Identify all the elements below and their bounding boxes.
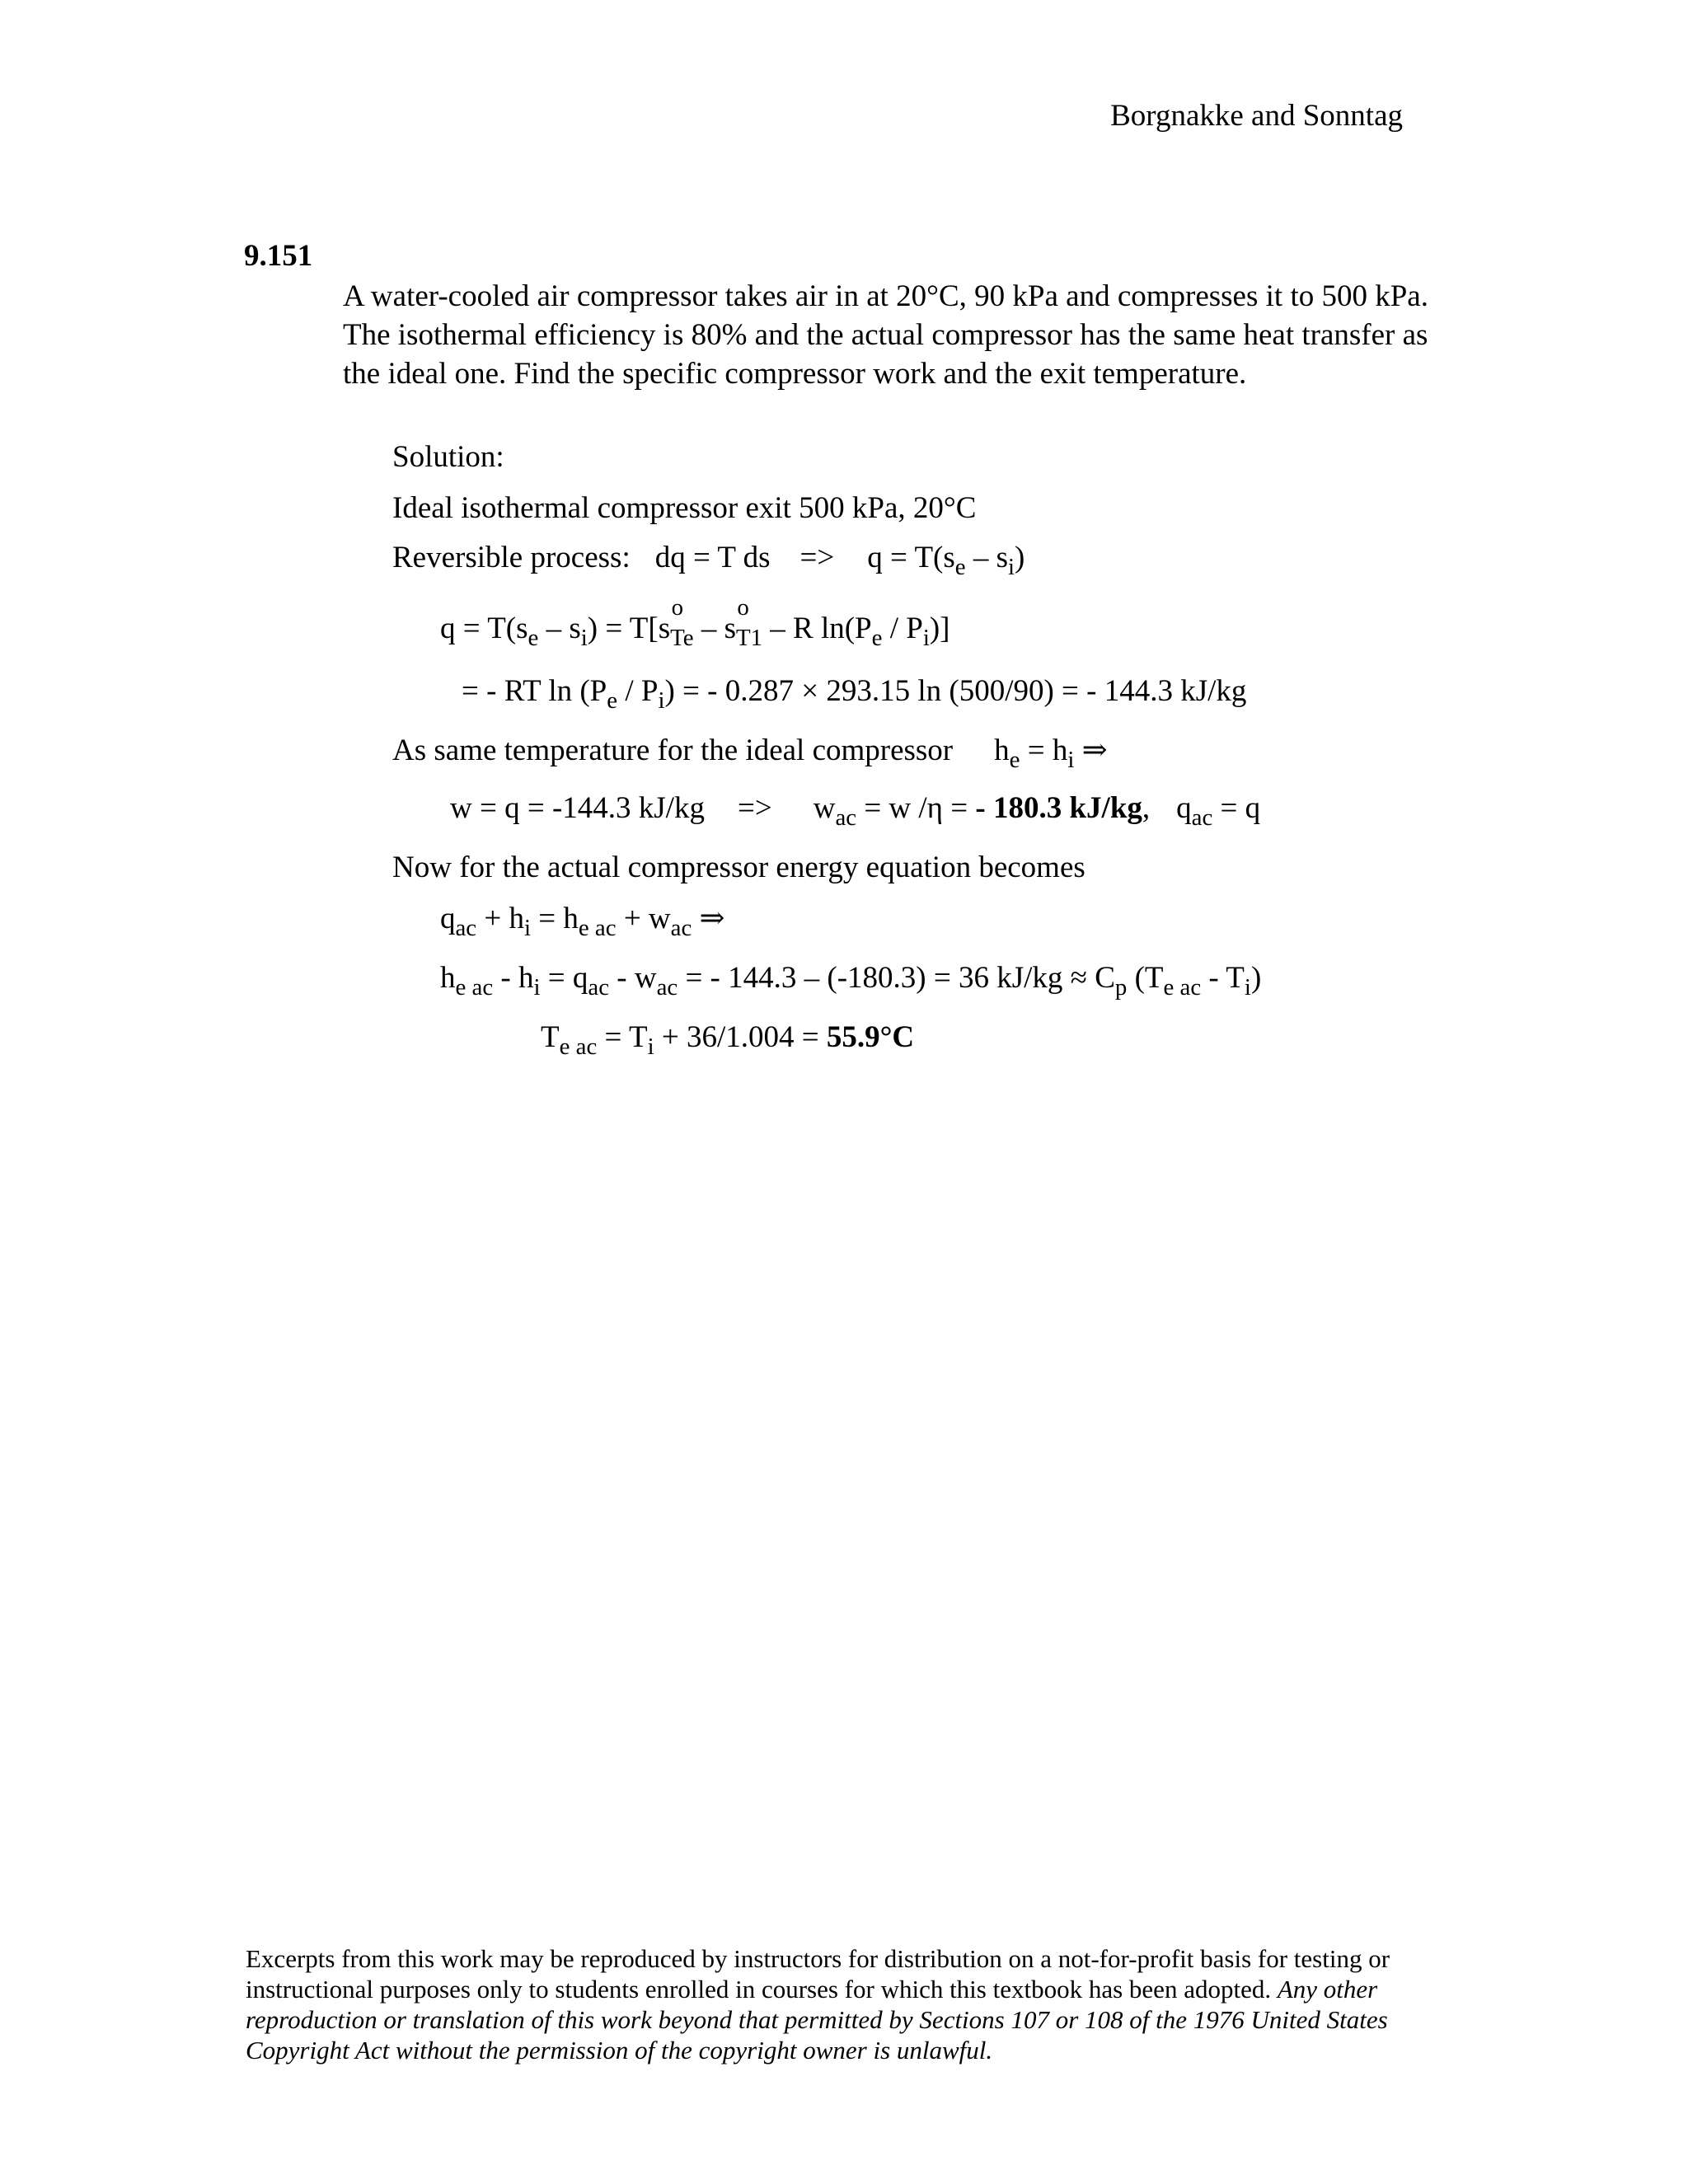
ideal-exit-line: Ideal isothermal compressor exit 500 kPa, 20°C: [392, 491, 977, 525]
rt-ln-equation: = - RT $\ln (P_e / P_i)$ = - 0.287 × 293.15 ln (500/90) = - 144.3 kJ/kg: [462, 674, 1247, 715]
problem-number: 9.151: [244, 239, 313, 273]
problem-statement: A water-cooled air compressor takes air in at 20°C, 90 kPa and compresses it to 500 kPa. The isothermal efficiency is 80% and the actual compressor has the same heat transfer as the ideal one. Find the specific compressor work and the exit temperature.: [343, 279, 1428, 391]
footer-italic-text: Any other reproduction or translation of this work beyond that permitted by Sections 107 or 108 of the 1976 United States Copyright Act without the permission of the copyright owner is unlawful.: [246, 1975, 1388, 2064]
entropy-heat-equation: $q = T(s_e - s_i) = T[s$ o $_{Te}$ – s o $_{T1}$ – R $\ln(P_e / P_i)$]: [440, 594, 950, 652]
footer-normal-text: Excerpts from this work may be reproduced by instructors for distribution on a not-for-profit basis for testing or instructional purposes only to students enrolled in courses for which this textbook has been adopted.: [246, 1944, 1390, 2004]
work-equation: w = q = -144.3 $kJ/kg => w_{ac} = w$ /η = - 180.3 kJ/kg, $q_{ac} = q$: [450, 791, 1261, 832]
actual-work-result: - 180.3 kJ/kg: [975, 791, 1142, 825]
reversible-eq2: $q = T(s_e - s_i)$: [867, 541, 1025, 581]
reversible-text: Reversible process:: [392, 541, 631, 574]
solution-label: Solution:: [392, 440, 504, 474]
reversible-arrow: =>: [799, 541, 835, 574]
reversible-eq1: dq = T ds: [654, 541, 771, 574]
exit-temperature-equation: $T_{e ac} = T_i + 36/1.004 = 55.9^\circ C$: [541, 1020, 915, 1061]
header-author: Borgnakke and Sonntag: [1110, 99, 1403, 133]
exit-temperature-result: 55.9°C: [826, 1020, 915, 1054]
actual-energy-intro: Now for the actual compressor energy equation becomes: [392, 851, 1085, 884]
copyright-footer: [246, 1943, 1432, 2065]
same-temperature-line: As same temperature for the ideal compressor $h_e = h_i$ ⇒: [392, 733, 1108, 774]
energy-equation: $q_{ac} + h_i = h_{e ac} + w_{ac}$ ⇒: [440, 902, 725, 942]
reversible-process-line: [392, 541, 1025, 581]
enthalpy-difference-equation: $h_{e ac} - h_i = q_{ac} - w_{ac}$ = - 144.3 – (-180.3) = 36 $kJ/kg \approx C_p$ $(T_{e ac} - T_i)$: [440, 961, 1262, 1001]
